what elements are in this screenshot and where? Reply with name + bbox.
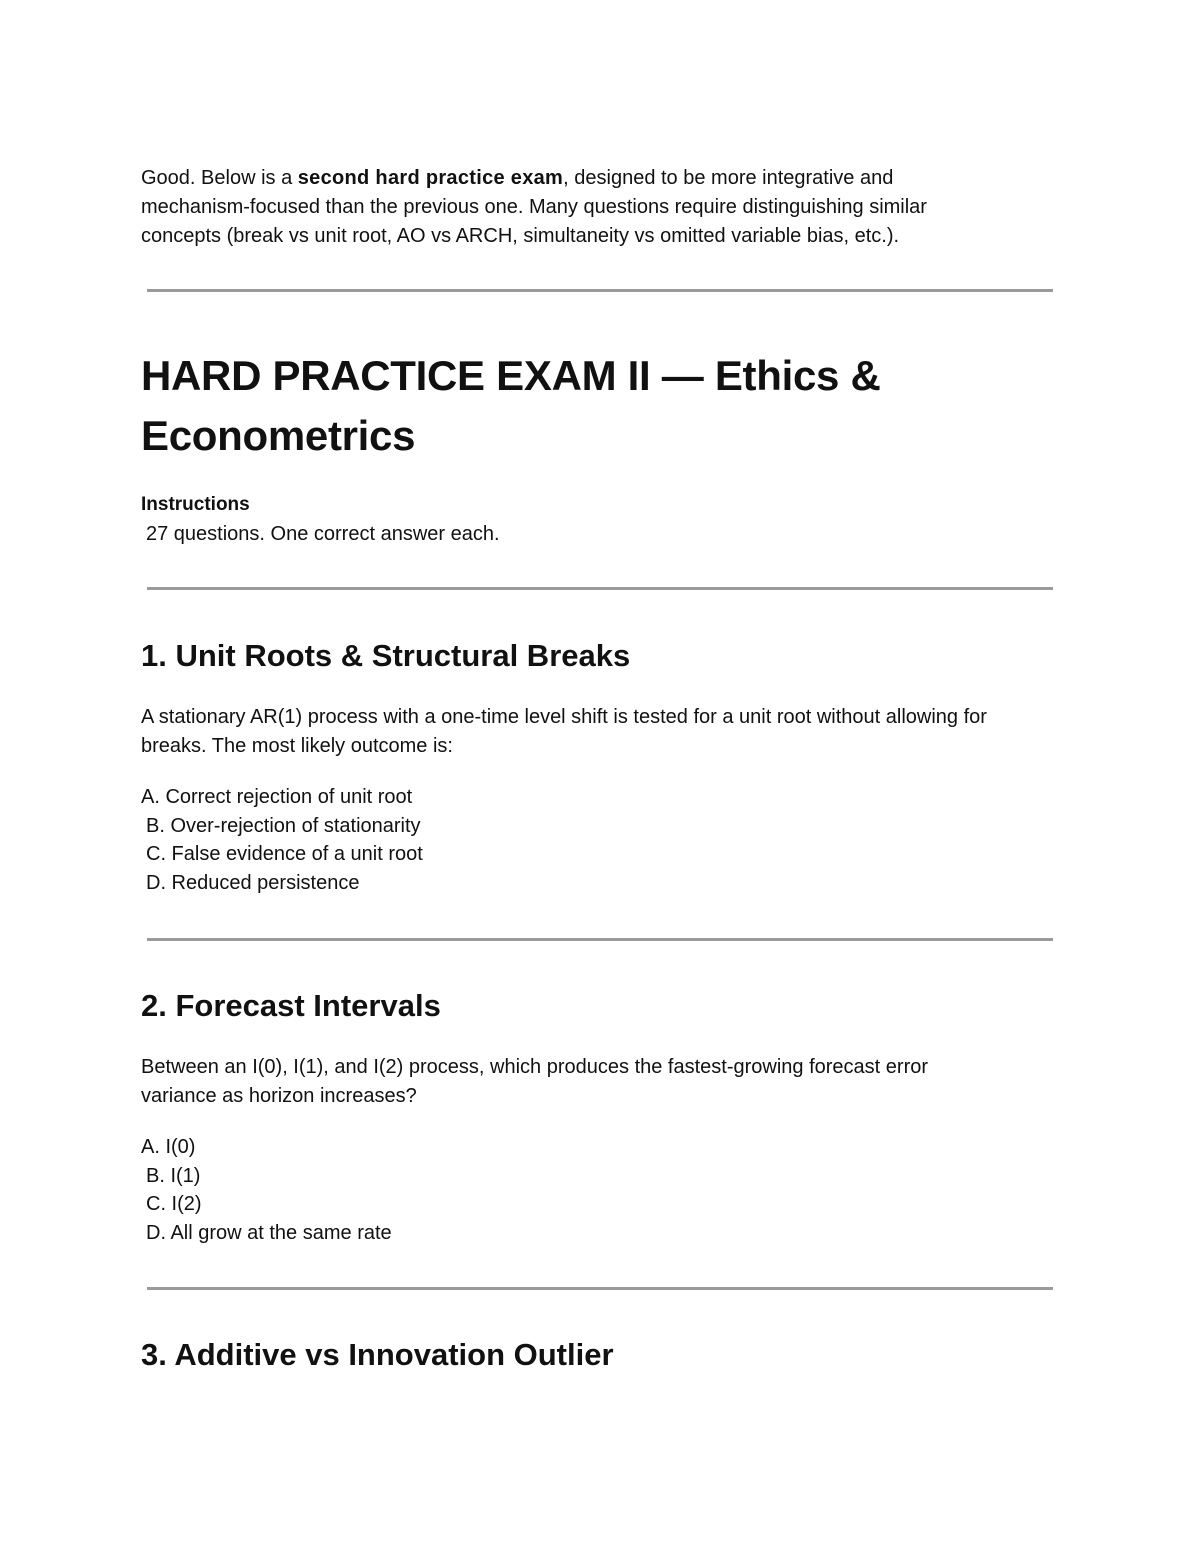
horizontal-rule	[147, 289, 1053, 292]
question-1-heading: 1. Unit Roots & Structural Breaks	[141, 638, 631, 673]
horizontal-rule	[147, 938, 1053, 941]
question-1-option-a: A. Correct rejection of unit root	[141, 786, 413, 808]
question-1-options	[141, 783, 423, 897]
question-1-text-line-1: A stationary AR(1) process with a one-time level shift is tested for a unit root without allowing for	[141, 706, 987, 728]
question-2-text-line-2: variance as horizon increases?	[141, 1085, 417, 1107]
instructions-text: 27 questions. One correct answer each.	[146, 523, 500, 545]
intro-line-1	[141, 164, 1061, 193]
question-2-option-c: C. I(2)	[146, 1193, 202, 1215]
intro-paragraph	[141, 164, 1061, 251]
question-2-option-a: A. I(0)	[141, 1136, 196, 1158]
question-1-text	[141, 703, 1081, 761]
question-1-option-d: D. Reduced persistence	[146, 871, 360, 894]
intro-text-post: , designed to be more integrative and	[563, 167, 894, 189]
intro-line-2: mechanism-focused than the previous one. Many questions require distinguishing similar	[141, 196, 927, 218]
exam-title-line-2: Econometrics	[141, 412, 416, 459]
instructions-heading: Instructions	[141, 494, 250, 515]
question-1-option-c: C. False evidence of a unit root	[146, 843, 423, 865]
exam-title	[141, 346, 1041, 466]
horizontal-rule	[147, 1287, 1053, 1290]
question-2-option-d: D. All grow at the same rate	[146, 1221, 392, 1244]
intro-line-3: concepts (break vs unit root, AO vs ARCH, simultaneity vs omitted variable bias, etc.).	[141, 225, 900, 247]
question-2-option-b: B. I(1)	[146, 1164, 201, 1187]
intro-bold-phrase: second hard practice exam	[297, 167, 564, 189]
question-2-heading: 2. Forecast Intervals	[141, 988, 441, 1023]
question-2-text	[141, 1053, 1081, 1111]
exam-title-line-1: HARD PRACTICE EXAM II — Ethics &	[141, 352, 881, 399]
question-1-text-line-2: breaks. The most likely outcome is:	[141, 735, 453, 757]
question-2-text-line-1: Between an I(0), I(1), and I(2) process, which produces the fastest-growing forecast error	[141, 1056, 929, 1078]
intro-text-pre: Good. Below is a	[141, 167, 298, 189]
question-2-options	[141, 1133, 392, 1247]
question-1-option-b: B. Over-rejection of stationarity	[146, 814, 421, 837]
question-3-heading: 3. Additive vs Innovation Outlier	[141, 1337, 614, 1372]
horizontal-rule	[147, 587, 1053, 590]
